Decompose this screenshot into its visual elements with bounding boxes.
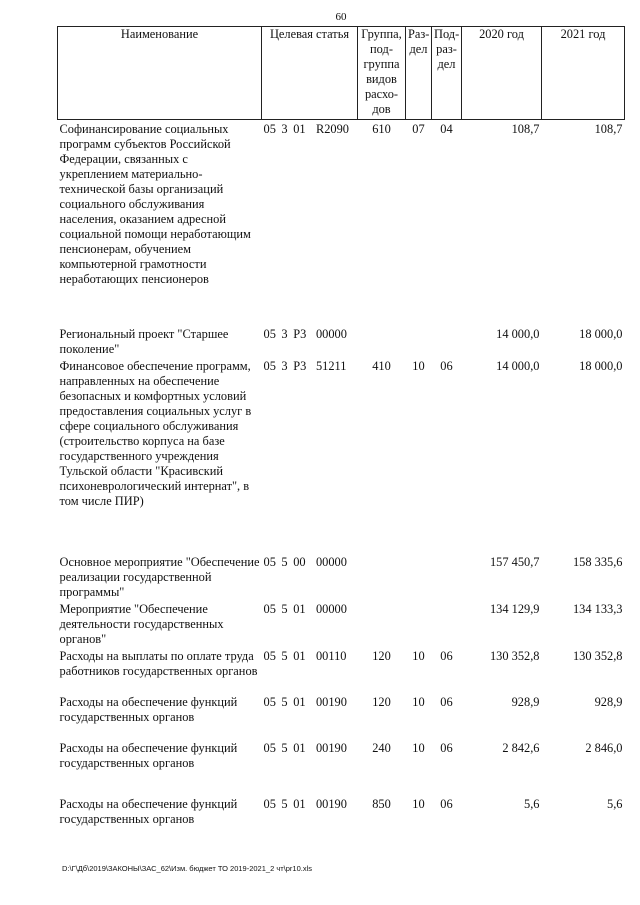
row-amount-2021: 108,7 (594, 122, 623, 136)
row-expense-group: 120 (372, 648, 391, 663)
row-expense-group (358, 600, 406, 647)
target-article-part: 05 (263, 326, 276, 341)
row-amount-2020: 2 842,6 (502, 740, 540, 755)
page-number: 60 (335, 11, 347, 23)
header-name: Наименование (58, 27, 262, 120)
row-section: 10 (412, 740, 425, 755)
row-subsection: 06 (440, 694, 453, 709)
header-expense-group: Группа, под- группа видов расхо- дов (358, 27, 406, 120)
row-section: 10 (412, 648, 425, 663)
row-target-article (262, 325, 358, 357)
row-name: Мероприятие "Обеспечение деятельности государственных органов" (59, 601, 224, 646)
target-article-part: 05 (263, 796, 276, 811)
row-section: 07 (412, 122, 425, 136)
target-article-part: 3 (281, 122, 288, 136)
row-expense-group: 410 (372, 358, 391, 373)
row-subsection: 06 (440, 358, 453, 373)
row-amount-2021: 18 000,0 (579, 358, 623, 373)
row-subsection: 06 (440, 648, 453, 663)
row-expense-group: 240 (372, 740, 391, 755)
target-article-part: 00190 (315, 796, 347, 811)
table-row (58, 693, 625, 739)
target-article-part: P3 (293, 326, 307, 341)
target-article-part: 00110 (315, 648, 347, 663)
target-article-part: 5 (281, 740, 288, 755)
target-article-part: 5 (281, 554, 288, 569)
row-amount-2021: 134 133,3 (572, 601, 623, 616)
row-amount-2021: 130 352,8 (572, 648, 623, 663)
row-expense-group: 120 (372, 694, 391, 709)
target-article-part: 5 (281, 601, 288, 616)
target-article-part: 5 (281, 796, 288, 811)
row-name: Расходы на обеспечение функций государственных органов (59, 796, 238, 826)
row-expense-group (358, 553, 406, 600)
target-article-part: 05 (263, 122, 276, 136)
row-amount-2020: 130 352,8 (489, 648, 540, 663)
row-target-article (262, 647, 358, 693)
target-article-part: 5 (281, 694, 288, 709)
target-article-part: 51211 (315, 358, 347, 373)
row-target-article (262, 357, 358, 553)
header-subsection: Под- раз- дел (432, 27, 462, 120)
row-subsection: 04 (440, 122, 453, 136)
row-name: Софинансирование социальных программ субъектов Российской Федерации, связанных с укреплением материально-технической базы организаций социального обслуживания населения, оказанием адресной социальной помощи неработающим пенсионерам, обучением компьютерной грамотности неработающих пенсионеров (59, 122, 251, 286)
row-target-article (262, 693, 358, 739)
row-target-article (262, 795, 358, 835)
row-target-article (262, 600, 358, 647)
table-row (58, 357, 625, 553)
row-amount-2020: 108,7 (511, 122, 540, 136)
row-expense-group: 850 (372, 796, 391, 811)
target-article-part: P3 (293, 358, 307, 373)
row-name: Расходы на выплаты по оплате труда работников государственных органов (59, 648, 258, 678)
target-article-part: 01 (293, 694, 306, 709)
row-section (406, 600, 432, 647)
target-article-part: 00190 (315, 740, 347, 755)
row-target-article (262, 553, 358, 600)
target-article-part: 01 (293, 122, 306, 136)
row-subsection (432, 553, 462, 600)
target-article-part: 05 (263, 740, 276, 755)
row-target-article (262, 120, 358, 325)
row-subsection: 06 (440, 796, 453, 811)
header-year-2020: 2020 год (462, 27, 542, 120)
row-section: 10 (412, 694, 425, 709)
row-subsection (432, 325, 462, 357)
target-article-part: 00000 (315, 554, 347, 569)
header-year-2021: 2021 год (542, 27, 625, 120)
row-amount-2021: 18 000,0 (579, 326, 623, 341)
row-amount-2020: 14 000,0 (496, 326, 540, 341)
row-amount-2020: 14 000,0 (496, 358, 540, 373)
row-amount-2020: 134 129,9 (489, 601, 540, 616)
row-amount-2021: 2 846,0 (585, 740, 623, 755)
row-name: Расходы на обеспечение функций государственных органов (59, 694, 238, 724)
target-article-part: 05 (263, 694, 276, 709)
table-row (58, 647, 625, 693)
target-article-part: 00000 (315, 601, 347, 616)
row-amount-2021: 158 335,6 (572, 554, 623, 569)
target-article-part: 3 (281, 326, 288, 341)
row-amount-2020: 5,6 (524, 796, 540, 811)
target-article-part: 00000 (315, 326, 347, 341)
table-row (58, 325, 625, 357)
row-section: 10 (412, 796, 425, 811)
row-name: Основное мероприятие "Обеспечение реализации государственной программы" (59, 554, 260, 599)
target-article-part: 01 (293, 740, 306, 755)
row-amount-2021: 928,9 (594, 694, 623, 709)
target-article-part: 5 (281, 648, 288, 663)
file-path-footer: D:\Г\Дб\2019\ЗАКОНЫ\ЗАС_62\Изм. бюджет ТО 2019-2021_2 чт\pr10.xls (62, 864, 313, 873)
target-article-part: 3 (281, 358, 288, 373)
row-name: Расходы на обеспечение функций государственных органов (59, 740, 238, 770)
row-amount-2020: 157 450,7 (489, 554, 540, 569)
target-article-part: 05 (263, 358, 276, 373)
row-section (406, 325, 432, 357)
table-row (58, 795, 625, 835)
row-section: 10 (412, 358, 425, 373)
target-article-part: 05 (263, 648, 276, 663)
table-row (58, 600, 625, 647)
row-amount-2020: 928,9 (511, 694, 540, 709)
target-article-part: 05 (263, 554, 276, 569)
target-article-part: 05 (263, 601, 276, 616)
budget-table (57, 26, 625, 835)
header-section: Раз- дел (406, 27, 432, 120)
row-expense-group (358, 325, 406, 357)
target-article-part: 01 (293, 601, 306, 616)
target-article-part: 01 (293, 796, 306, 811)
table-header-row (58, 27, 625, 120)
target-article-part: R2090 (315, 122, 349, 136)
target-article-part: 00190 (315, 694, 347, 709)
row-section (406, 553, 432, 600)
row-amount-2021: 5,6 (607, 796, 623, 811)
target-article-part: 01 (293, 648, 306, 663)
row-expense-group: 610 (372, 122, 391, 136)
row-subsection: 06 (440, 740, 453, 755)
table-row (58, 553, 625, 600)
table-row (58, 739, 625, 795)
row-target-article (262, 739, 358, 795)
row-name: Региональный проект "Старшее поколение" (59, 326, 229, 356)
table-row (58, 120, 625, 325)
header-target-article: Целевая статья (262, 27, 358, 120)
target-article-part: 00 (293, 554, 306, 569)
row-name: Финансовое обеспечение программ, направленных на обеспечение безопасных и комфортных условий предоставления социальных услуг в сфере социального обслуживания (строительство корпуса на базе государственного учреждения Тульской области "Красивский психоневрологический интернат", в том числе ПИР) (59, 358, 252, 508)
row-subsection (432, 600, 462, 647)
